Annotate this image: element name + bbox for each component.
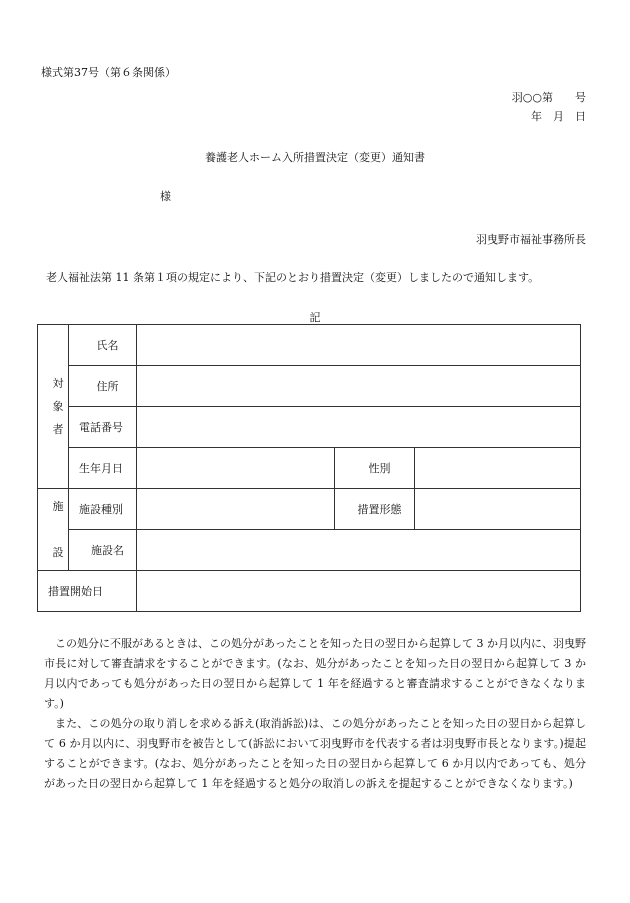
review-note: この処分に不服があるときは、この処分があったことを知った日の翌日から起算して 3 か月以内に、羽曳野市長に対して審査請求をすることができます。(なお、処分があったことを知った日の翌日から起算して 3 か月以内であっても処分があった日の翌日から起算して 1 年を経過すると審査請求することができなくなります。) (44, 637, 586, 710)
facility-name-field[interactable] (137, 530, 581, 571)
facility-group-label: 施 設 (38, 489, 69, 571)
phone-label: 電話番号 (69, 407, 137, 448)
preamble: 老人福祉法第 11 条第１項の規定により、下記のとおり措置決定（変更）しましたので通知します。 (46, 271, 540, 284)
recipient-suffix: 様 (160, 190, 171, 203)
table-row (38, 448, 581, 489)
birthdate-field[interactable] (137, 448, 335, 489)
facility-type-field[interactable] (137, 489, 335, 530)
address-field[interactable] (137, 366, 581, 407)
table-row (38, 407, 581, 448)
document-title: 養護老人ホーム入所措置決定（変更）通知書 (205, 151, 425, 164)
form-number: 様式第37号（第６条関係） (41, 66, 176, 79)
document-date: 年 月 日 (531, 110, 586, 123)
facility-type-label: 施設種別 (69, 489, 137, 530)
ki-heading: 記 (309, 311, 321, 324)
address-label: 住所 (69, 366, 137, 407)
lawsuit-note: また、この処分の取り消しを求める訴え(取消訴訟)は、この処分があったことを知った日の翌日から起算して 6 か月以内に、羽曳野市を被告として(訴訟において羽曳野市を代表する者は羽曳野市長となります。)提起することができます。(なお、処分があったことを知った日の翌日から起算して 6 か月以内であっても、処分があった日の翌日から起算して 1 年を経過すると処分の取消しの訴えを提起することができなくなります。) (44, 717, 586, 790)
facility-name-label: 施設名 (69, 530, 137, 571)
birthdate-label: 生年月日 (69, 448, 137, 489)
start-date-label: 措置開始日 (38, 571, 137, 612)
placement-type-field[interactable] (415, 489, 581, 530)
table-row (38, 571, 581, 612)
placement-type-label: 措置形態 (335, 489, 415, 530)
phone-field[interactable] (137, 407, 581, 448)
sender: 羽曳野市福祉事務所長 (476, 233, 586, 246)
table-row (38, 489, 581, 530)
table-row (38, 366, 581, 407)
sex-label: 性別 (335, 448, 415, 489)
table-row (38, 325, 581, 366)
name-field[interactable] (137, 325, 581, 366)
table-row (38, 530, 581, 571)
sex-field[interactable] (415, 448, 581, 489)
start-date-field[interactable] (137, 571, 581, 612)
subject-group-label: 対 象 者 (38, 325, 69, 489)
name-label: 氏名 (69, 325, 137, 366)
document-number: 羽○○第 号 (511, 91, 586, 104)
details-table (37, 324, 581, 612)
